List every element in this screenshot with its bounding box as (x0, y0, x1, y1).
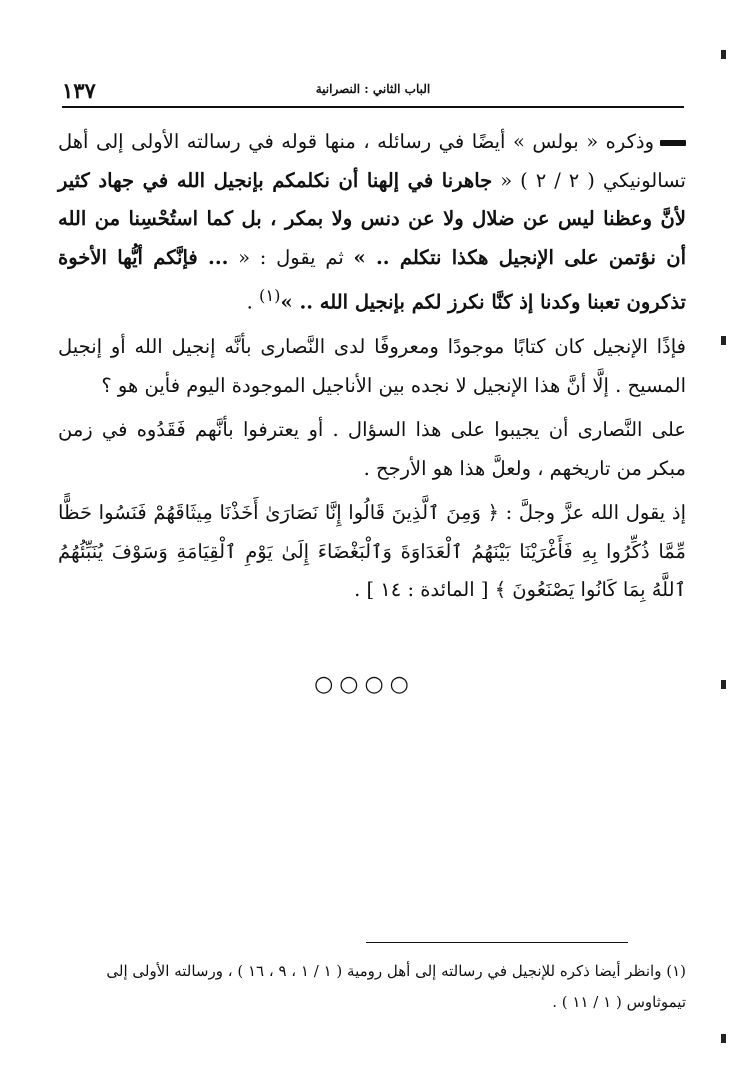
main-text (58, 123, 686, 616)
running-title: الباب الثاني : النصرانية (315, 82, 431, 96)
paragraph-1-prefix: وذكره « بولس » أيضًا في رسائله ، منها قوله في رسالته الأولى إلى أهل تسالونيكي ( ٢ / ٢ ) « (58, 130, 686, 192)
scan-mark (721, 50, 726, 59)
header-rule (62, 106, 684, 108)
scan-mark (721, 1034, 726, 1043)
paragraph-1-middle: ثم يقول : « (228, 245, 354, 269)
footnote-reference: (١) (259, 286, 281, 305)
scan-mark (721, 680, 726, 689)
quote-2: ... فإنَّكم أيُّها الأخوة تذكرون تعبنا وكدنا إذ كنَّا نكرز لكم بإنجيل الله .. » (58, 245, 686, 314)
paragraph-1 (58, 123, 686, 322)
page-header (62, 78, 684, 106)
paragraph-4 (58, 494, 686, 610)
quote-1: جاهرنا في إلهنا أن نكلمكم بإنجيل الله في جهاد كثير لأنَّ وعظنا ليس عن ضلال ولا عن دنس ولا بمكر ، بل كما استُحْسِنا من الله أن نؤتمن على الإنجيل هكذا نتكلم .. » (58, 168, 686, 269)
page-number: ١٣٧ (62, 78, 96, 103)
paragraph-1-end: . (246, 290, 260, 314)
paragraph-4-intro: إذ يقول الله عزَّ وجلَّ : (498, 501, 686, 524)
arrow-marker-icon (660, 140, 686, 146)
section-separator: ○○○○ (314, 672, 415, 697)
footnote-rule (366, 942, 628, 943)
verse-citation: [ المائدة : ١٤ ] . (354, 578, 495, 601)
scan-mark (721, 336, 726, 345)
footnote: (١) وانظر أيضا ذكره للإنجيل في رسالته إلى أهل رومية ( ١ / ١ ، ٩ ، ١٦ ) ، ورسالته الأولى إلى تيموثاوس ( ١ / ١١ ) . (106, 962, 686, 1011)
paragraph-2: فإذًا الإنجيل كان كتابًا موجودًا ومعروفًا لدى النَّصارى بأنَّه إنجيل الله أو إنجيل المسيح . إلَّا أنَّ هذا الإنجيل لا نجده بين الأناجيل الموجودة اليوم فأين هو ؟ (58, 335, 686, 397)
paragraph-3: على النَّصارى أن يجيبوا على هذا السؤال . أو يعترفوا بأنَّهم فَقَدُوه في زمن مبكر من تاريخهم ، ولعلَّ هذا هو الأرجح . (58, 418, 686, 480)
quran-verse: ﴿ وَمِنَ ٱلَّذِينَ قَالُوا إِنَّا نَصَارَىٰ أَخَذْنَا مِيثَاقَهُمْ فَنَسُوا حَظًّا مِّمَّا ذُكِّرُوا بِهِ فَأَغْرَيْنَا بَيْنَهُمُ ٱلْعَدَاوَةَ وَٱلْبَغْضَاءَ إِلَىٰ يَوْمِ ٱلْقِيَامَةِ وَسَوْفَ يُنَبِّئُهُمُ ٱللَّهُ بِمَا كَانُوا يَصْنَعُونَ ﴾ (58, 501, 686, 601)
